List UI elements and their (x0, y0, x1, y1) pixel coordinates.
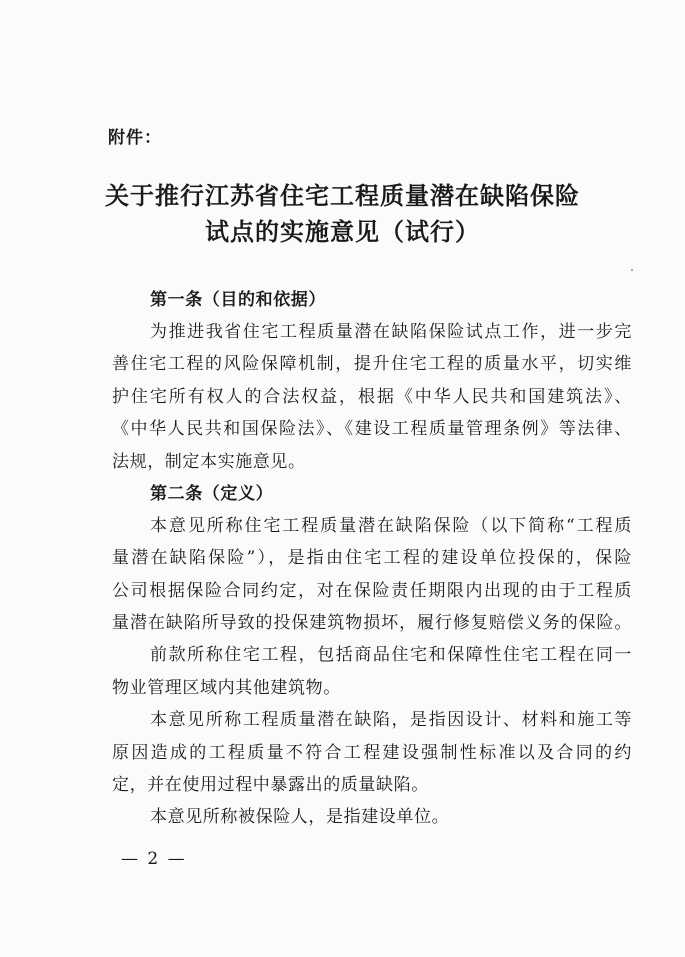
article-1-heading: 第一条（目的和依据） (150, 290, 326, 310)
article-1-line: 《中华人民共和国保险法》、《建设工程质量管理条例》等法律、 (112, 419, 632, 439)
title-line-2: 试点的实施意见（试行） (205, 217, 480, 246)
article-2-line: 本意见所称被保险人，是指建设单位。 (150, 807, 450, 827)
article-1-line: 善住宅工程的风险保障机制，提升住宅工程的质量水平，切实维 (112, 354, 632, 374)
article-2-line: 本意见所称住宅工程质量潜在缺陷保险（以下简称“工程质 (150, 516, 632, 536)
article-2-line: 物业管理区域内其他建筑物。 (112, 678, 341, 698)
attachment-label: 附件： (108, 128, 162, 148)
article-1-line: 护住宅所有权人的合法权益，根据《中华人民共和国建筑法》、 (112, 387, 632, 407)
article-2-line: 本意见所称工程质量潜在缺陷，是指因设计、材料和施工等 (150, 710, 632, 730)
article-1-line: 法规，制定本实施意见。 (112, 452, 306, 472)
article-2-line: 公司根据保险合同约定，对在保险责任期限内出现的由于工程质 (112, 581, 632, 601)
article-2-line: 原因造成的工程质量不符合工程建设强制性标准以及合同的约 (112, 743, 632, 763)
article-2-line: 前款所称住宅工程，包括商品住宅和保障性住宅工程在同一 (150, 645, 632, 665)
article-2-line: 定，并在使用过程中暴露出的质量缺陷。 (112, 775, 429, 795)
title-line-1: 关于推行江苏省住宅工程质量潜在缺陷保险 (105, 181, 580, 210)
article-2-line: 量潜在缺陷保险”），是指由住宅工程的建设单位投保的，保险 (112, 548, 632, 568)
scan-speck (631, 269, 633, 271)
article-2-line: 量潜在缺陷所导致的投保建筑物损坏，履行修复赔偿义务的保险。 (112, 613, 632, 633)
page-number: — 2 — (121, 849, 187, 869)
article-2-heading: 第二条（定义） (150, 484, 274, 504)
article-1-line: 为推进我省住宅工程质量潜在缺陷保险试点工作，进一步完 (150, 322, 632, 342)
